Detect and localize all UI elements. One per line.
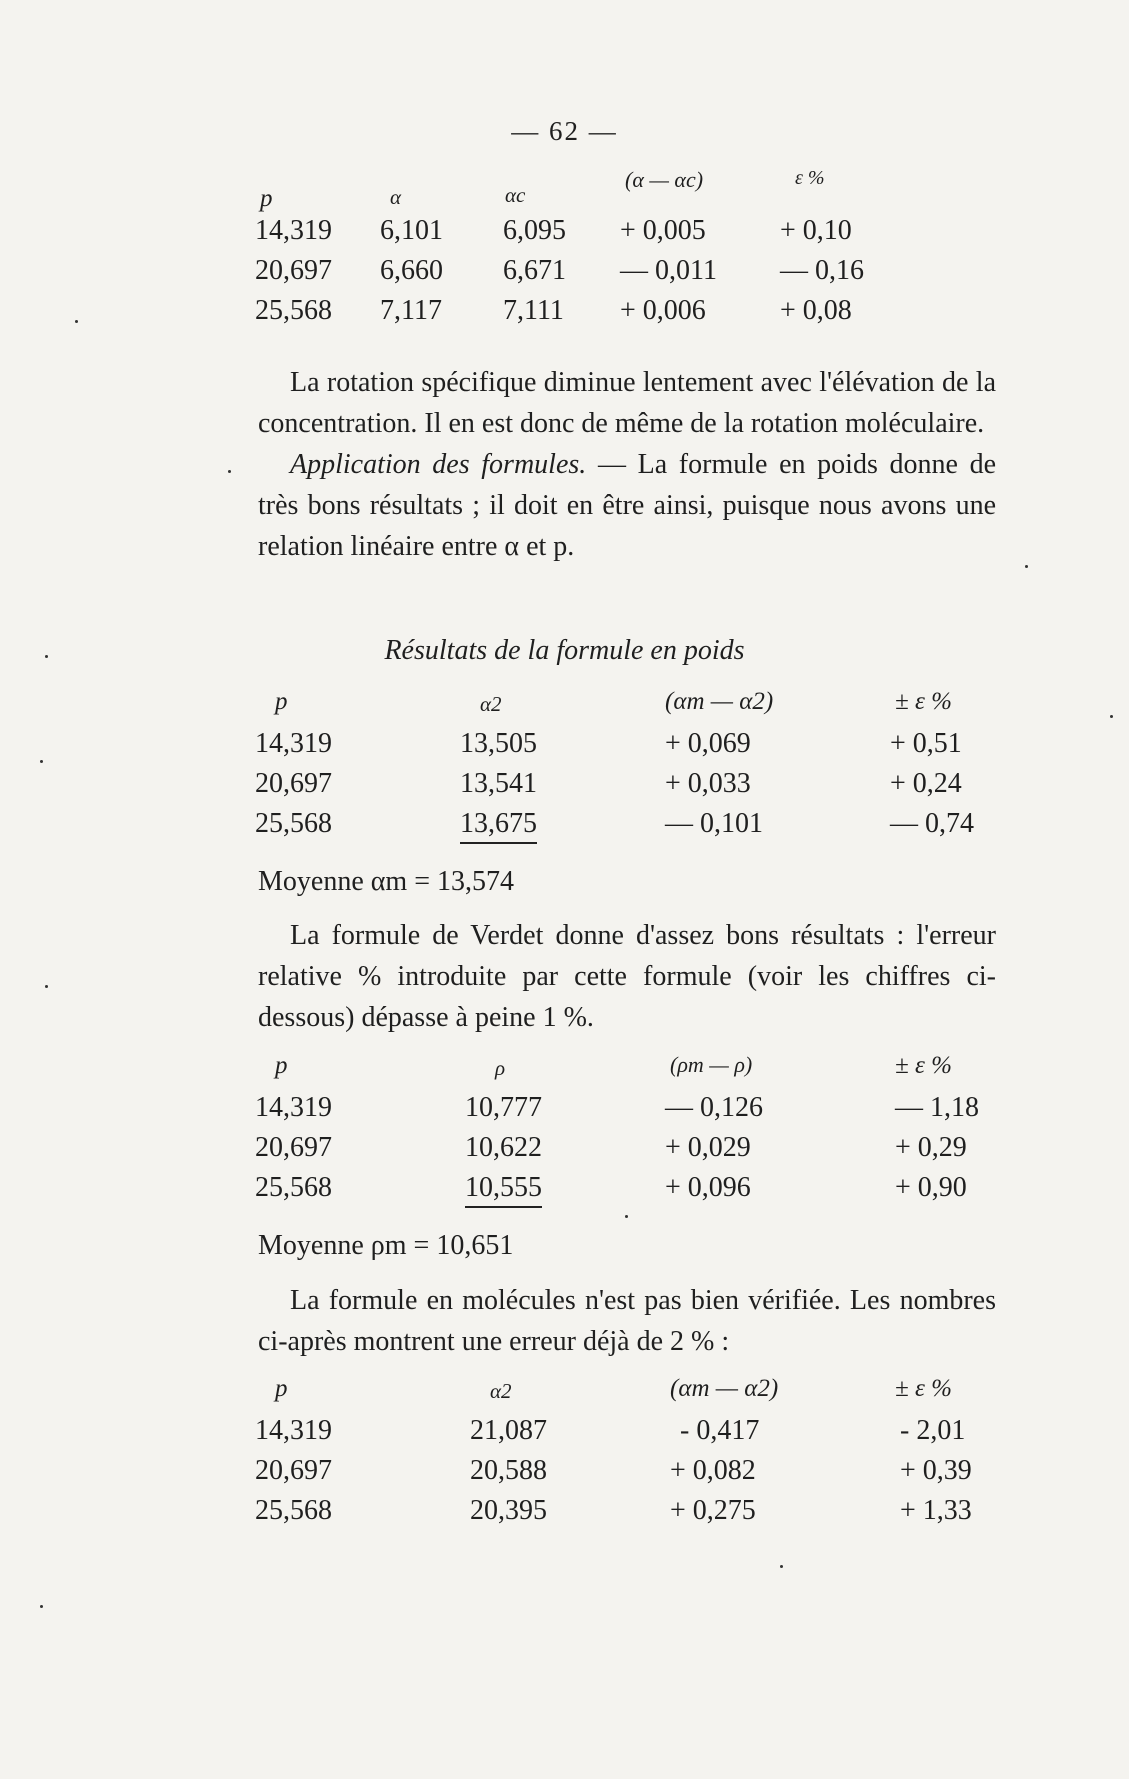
table-molecule-formula — [255, 1375, 995, 1535]
table-row — [255, 728, 995, 768]
table-row — [255, 1495, 995, 1535]
scan-speck — [1025, 565, 1028, 568]
cell-alpha: 6,101 — [380, 215, 443, 246]
col-header-rho: ρ — [495, 1056, 506, 1080]
cell-epsilon: — 1,18 — [895, 1092, 979, 1123]
table-row — [255, 768, 995, 808]
scan-speck — [40, 760, 43, 763]
col-header-p: p — [275, 1052, 288, 1079]
cell-alpha2: 13,541 — [460, 768, 537, 799]
cell-p: 20,697 — [255, 255, 332, 286]
cell-p: 20,697 — [255, 1132, 332, 1163]
cell-rho: 10,777 — [465, 1092, 542, 1123]
cell-epsilon: + 0,39 — [900, 1455, 972, 1486]
cell-rho: 10,622 — [465, 1132, 542, 1163]
cell-p: 25,568 — [255, 1495, 332, 1526]
col-header-p: p — [275, 688, 288, 715]
cell-epsilon: + 0,08 — [780, 295, 852, 326]
table-row — [255, 255, 995, 295]
cell-diff: + 0,275 — [670, 1495, 756, 1526]
scan-speck — [45, 985, 48, 988]
moyenne-value: 13,574 — [437, 866, 514, 897]
col-header-epsilon: ε % — [795, 167, 825, 189]
scan-speck — [625, 1215, 628, 1218]
cell-alpha-c: 6,095 — [503, 215, 566, 246]
cell-epsilon: + 1,33 — [900, 1495, 972, 1526]
cell-epsilon: - 2,01 — [900, 1415, 966, 1446]
paragraph-block-1 — [258, 362, 996, 567]
table-row — [255, 1172, 995, 1212]
cell-p: 14,319 — [255, 728, 332, 759]
col-header-epsilon: ± ε % — [895, 1052, 952, 1079]
cell-diff: — 0,101 — [665, 808, 763, 839]
cell-epsilon: + 0,10 — [780, 215, 852, 246]
cell-epsilon: + 0,24 — [890, 768, 962, 799]
moyenne-label: Moyenne ρm — [258, 1230, 407, 1261]
table-row — [255, 215, 995, 255]
paragraph-text: — La formule en poids donne de très bons résultats ; il doit en être ainsi, puisque nous avons une relation linéaire entre α et p. — [258, 449, 997, 562]
cell-diff: - 0,417 — [680, 1415, 760, 1446]
scan-speck — [228, 470, 231, 473]
table-header — [255, 1052, 995, 1092]
col-header-diff: (ρm — ρ) — [670, 1052, 753, 1077]
cell-alpha2: 21,087 — [470, 1415, 547, 1446]
equals-sign: = — [414, 866, 437, 897]
table-rotation — [255, 167, 995, 335]
col-header-alpha: α — [390, 185, 402, 209]
cell-diff: + 0,033 — [665, 768, 751, 799]
cell-diff: + 0,096 — [665, 1172, 751, 1203]
cell-alpha2: 20,395 — [470, 1495, 547, 1526]
table-row — [255, 808, 995, 848]
cell-alpha2: 13,675 — [460, 808, 537, 844]
cell-epsilon: + 0,29 — [895, 1132, 967, 1163]
cell-diff: — 0,011 — [620, 255, 717, 286]
scan-speck — [45, 655, 48, 658]
cell-p: 20,697 — [255, 768, 332, 799]
paragraph-block-2 — [258, 915, 996, 1038]
cell-epsilon: — 0,74 — [890, 808, 974, 839]
paragraph-block-3 — [258, 1280, 996, 1362]
table-weight-formula — [255, 688, 995, 848]
moyenne-line — [258, 1230, 513, 1262]
scan-speck — [40, 1605, 43, 1608]
cell-p: 25,568 — [255, 1172, 332, 1203]
cell-p: 25,568 — [255, 295, 332, 326]
cell-p: 14,319 — [255, 1415, 332, 1446]
paragraph: La rotation spécifique diminue lentement avec l'élévation de la concentration. Il en est donc de même de la rotation moléculaire. — [258, 367, 996, 439]
italic-heading: Application des formules. — [290, 449, 587, 480]
col-header-epsilon: ± ε % — [895, 688, 952, 715]
table-row — [255, 1092, 995, 1132]
table-row — [255, 1455, 995, 1495]
table-row — [255, 295, 995, 335]
cell-p: 14,319 — [255, 215, 332, 246]
moyenne-label: Moyenne αm — [258, 866, 408, 897]
col-header-diff: (αm — α2) — [670, 1375, 779, 1402]
paragraph — [258, 444, 996, 567]
col-header-alpha-c: αc — [505, 183, 526, 207]
cell-diff: + 0,069 — [665, 728, 751, 759]
table-row — [255, 1132, 995, 1172]
cell-alpha: 7,117 — [380, 295, 442, 326]
moyenne-value: 10,651 — [436, 1230, 514, 1261]
cell-p: 25,568 — [255, 808, 332, 839]
table-row — [255, 1415, 995, 1455]
table-header — [255, 1375, 995, 1415]
cell-p: 14,319 — [255, 1092, 332, 1123]
cell-diff: + 0,006 — [620, 295, 706, 326]
scan-speck — [1110, 715, 1113, 718]
paragraph: La formule en molécules n'est pas bien vérifiée. Les nombres ci-après montrent une erreur déjà de 2 % : — [258, 1285, 996, 1357]
cell-epsilon: + 0,51 — [890, 728, 962, 759]
paragraph: La formule de Verdet donne d'assez bons résultats : l'erreur relative % introduite par cette formule (voir les chiffres ci-dessous) dépasse à peine 1 %. — [258, 920, 996, 1033]
table-header — [255, 167, 995, 215]
cell-alpha-c: 6,671 — [503, 255, 566, 286]
col-header-diff: (α — αc) — [625, 167, 704, 192]
page-number: — 62 — — [511, 116, 618, 146]
moyenne-line — [258, 866, 514, 898]
cell-p: 20,697 — [255, 1455, 332, 1486]
col-header-alpha2: α2 — [490, 1379, 512, 1403]
scan-speck — [780, 1565, 783, 1568]
col-header-diff: (αm — α2) — [665, 688, 774, 715]
col-header-p: p — [275, 1375, 288, 1402]
cell-diff: + 0,082 — [670, 1455, 756, 1486]
col-header-p: p — [260, 185, 273, 212]
equals-sign: = — [413, 1230, 437, 1261]
cell-rho: 10,555 — [465, 1172, 542, 1208]
col-header-epsilon: ± ε % — [895, 1375, 952, 1402]
cell-alpha: 6,660 — [380, 255, 443, 286]
section-title: Résultats de la formule en poids — [384, 635, 745, 666]
table-verdet — [255, 1052, 995, 1212]
cell-diff: + 0,005 — [620, 215, 706, 246]
cell-alpha-c: 7,111 — [503, 295, 564, 326]
cell-epsilon: — 0,16 — [780, 255, 864, 286]
cell-diff: + 0,029 — [665, 1132, 751, 1163]
cell-diff: — 0,126 — [665, 1092, 763, 1123]
cell-epsilon: + 0,90 — [895, 1172, 967, 1203]
col-header-alpha2: α2 — [480, 692, 502, 716]
scan-speck — [75, 320, 78, 323]
cell-alpha2: 13,505 — [460, 728, 537, 759]
cell-alpha2: 20,588 — [470, 1455, 547, 1486]
table-header — [255, 688, 995, 728]
